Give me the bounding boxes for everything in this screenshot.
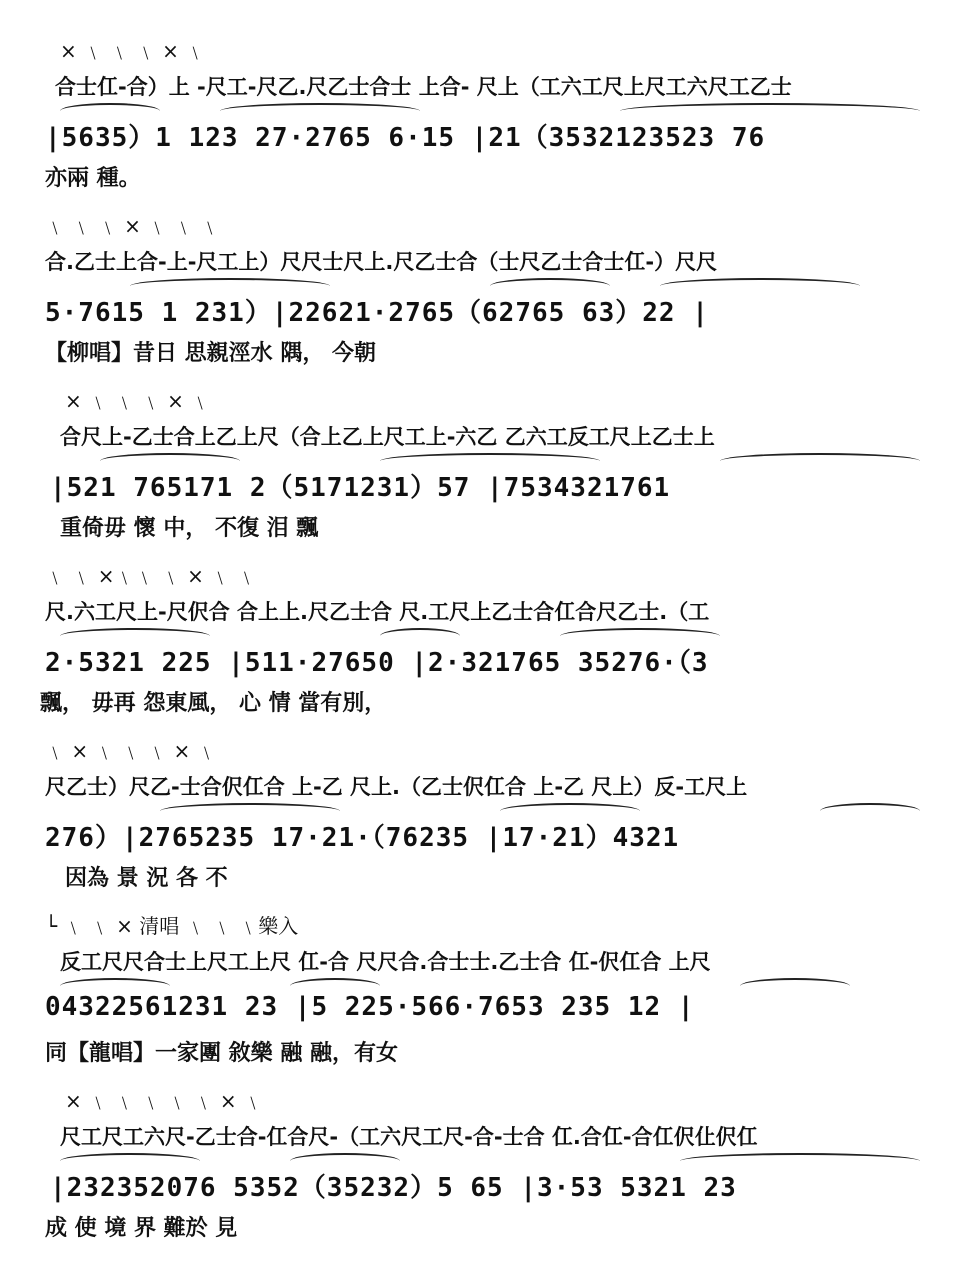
ornament-marks: ﹨ ﹨ ×﹨﹨ ﹨ × ﹨ ﹨ xyxy=(45,564,257,588)
score-system-7 xyxy=(40,1085,940,1241)
lyrics-line: 成 使 境 界 難於 見 xyxy=(45,1216,238,1241)
slur-mark xyxy=(60,1153,200,1169)
slur-mark xyxy=(560,628,720,644)
jianpu-notation: |232352076 5352（35232）5 65 |3·53 5321 23 xyxy=(50,1173,737,1203)
slur-mark xyxy=(740,978,850,994)
slur-mark xyxy=(660,278,860,294)
lyrics-line: 【柳唱】昔日 思親涇水 隅， 今朝 xyxy=(45,341,376,366)
slur-mark xyxy=(220,103,420,119)
jianpu-notation: |521 765171 2（5171231）57 |7534321761 xyxy=(50,473,671,503)
gongche-notation: 尺乙士）尺乙-士合伬仜合 上-乙 尺上.（乙士伬仜合 上-乙 尺上）反-工尺上 xyxy=(45,775,748,799)
slur-mark xyxy=(500,803,640,819)
score-system-5 xyxy=(40,735,940,891)
lyrics-line: 同【龍唱】一家團 敘樂 融 融，有女 xyxy=(45,1041,398,1066)
ornament-marks: └ ﹨ ﹨ × 清唱 ﹨ ﹨ ﹨樂入 xyxy=(45,914,299,938)
score-system-6 xyxy=(40,910,940,1066)
ornament-marks: × ﹨ ﹨ ﹨ × ﹨ xyxy=(65,389,211,413)
gongche-notation: 尺工尺工六尺-乙士合-仜合尺-（工六尺工尺-合-士合 仜.合仜-合仜伬仩伬仜 xyxy=(60,1125,758,1149)
ornament-marks: ﹨ ﹨ ﹨ × ﹨ ﹨ ﹨ xyxy=(45,214,220,238)
lyrics-line: 重倚毋 懷 中， 不復 泪 飄 xyxy=(60,516,319,541)
slur-mark xyxy=(60,103,160,119)
gongche-notation: 合.乙士上合-上-尺工上）尺尺士尺上.尺乙士合（士尺乙士合士仜-）尺尺 xyxy=(45,250,718,274)
score-system-4 xyxy=(40,560,940,716)
slur-mark xyxy=(380,453,600,469)
gongche-notation: 尺.六工尺上-尺伬合 合上上.尺乙士合 尺.工尺上乙士合仜合尺乙士.（工 xyxy=(45,600,710,624)
score-system-3 xyxy=(40,385,940,541)
slur-mark xyxy=(380,628,460,644)
jianpu-notation: 2·5321 225 |511·27650 |2·321765 35276·（3 xyxy=(45,648,709,678)
jianpu-notation: 276）|2765235 17·21·（76235 |17·21）4321 xyxy=(45,823,680,853)
jianpu-notation: |5635）1 123 27·2765 6·15 |21（3532123523 76 xyxy=(45,123,766,153)
score-system-2 xyxy=(40,210,940,366)
slur-mark xyxy=(60,628,210,644)
slur-mark xyxy=(620,103,920,119)
slur-mark xyxy=(820,803,920,819)
lyrics-line: 飄， 毋再 怨東風， 心 情 當有別， xyxy=(40,691,387,716)
slur-mark xyxy=(60,978,170,994)
ornament-marks: × ﹨ ﹨ ﹨ × ﹨ xyxy=(60,39,206,63)
slur-mark xyxy=(100,453,240,469)
slur-mark xyxy=(130,278,330,294)
gongche-notation: 合士仜-合）上 -尺工-尺乙.尺乙士合士 上合- 尺上（工六工尺上尺工六尺工乙士 xyxy=(55,75,792,99)
lyrics-line: 因為 景 況 各 不 xyxy=(65,866,228,891)
jianpu-notation: 04322561231 23 |5 225·566·7653 235 12 | xyxy=(45,992,695,1022)
gongche-notation: 反工尺尺合士上尺工上尺 仜-合 尺尺合.合士士.乙士合 仜-伬仜合 上尺 xyxy=(60,950,711,974)
slur-mark xyxy=(720,453,920,469)
jianpu-notation: 5·7615 1 231）|22621·2765（62765 63）22 | xyxy=(45,298,709,328)
slur-mark xyxy=(680,1153,920,1169)
slur-mark xyxy=(160,803,340,819)
score-system-1 xyxy=(40,35,940,191)
ornament-marks: ﹨ × ﹨ ﹨ ﹨ × ﹨ xyxy=(45,739,217,763)
lyrics-line: 亦兩 種。 xyxy=(45,166,141,191)
slur-mark xyxy=(290,1153,400,1169)
slur-mark xyxy=(490,278,610,294)
gongche-notation: 合尺上-乙士合上乙上尺（合上乙上尺工上-六乙 乙六工反工尺上乙士上 xyxy=(60,425,715,449)
slur-mark xyxy=(290,978,380,994)
ornament-marks: × ﹨ ﹨ ﹨ ﹨ ﹨ × ﹨ xyxy=(65,1089,264,1113)
